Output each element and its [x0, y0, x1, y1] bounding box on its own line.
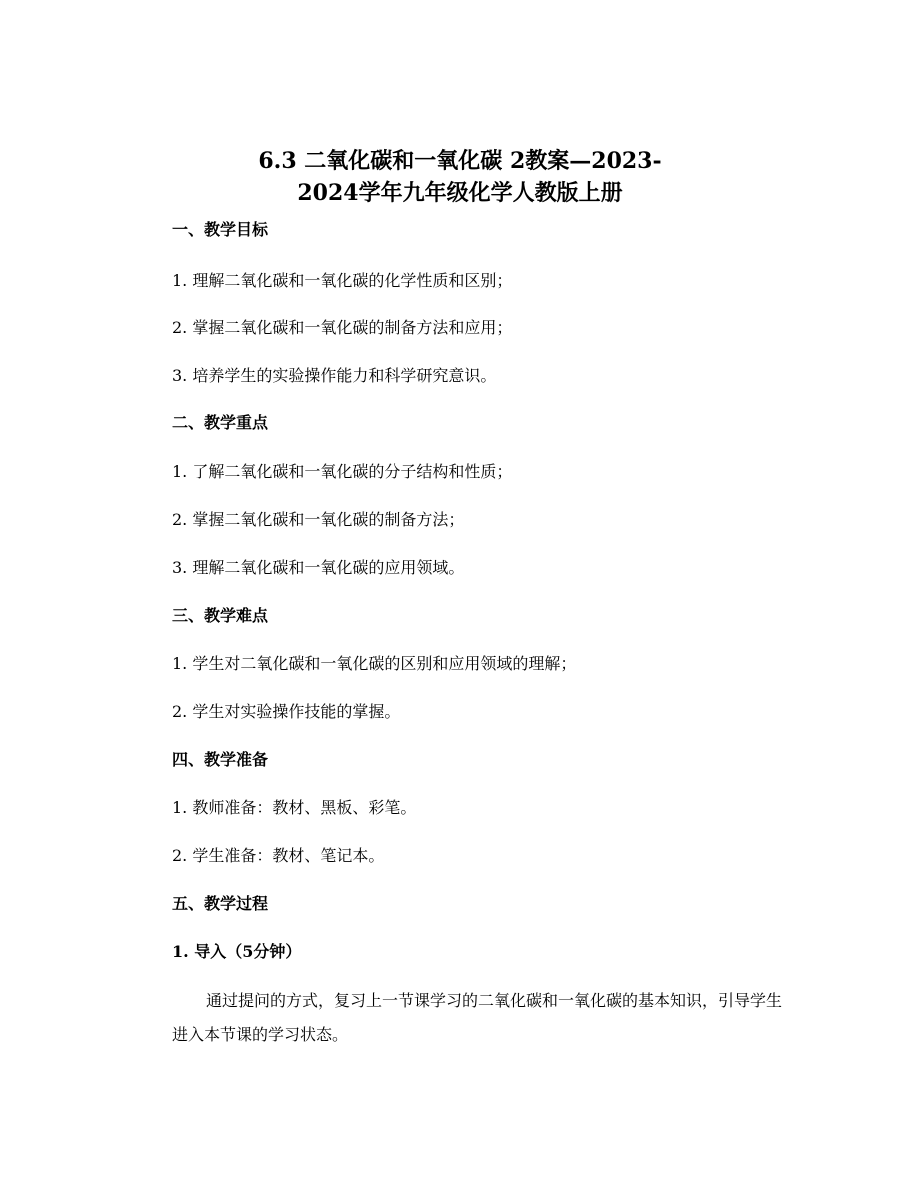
- section-heading: 一、教学目标: [172, 220, 269, 239]
- list-item: 2. 学生准备：教材、笔记本。: [172, 846, 385, 865]
- list-item: 1. 理解二氧化碳和一氧化碳的化学性质和区别；: [172, 271, 513, 290]
- paragraph-text: 通过提问的方式，复习上一节课学习的二氧化碳和一氧化碳的基本知识，引导学生进入本节课的学习状态。: [172, 991, 783, 1044]
- list-item: 1. 学生对二氧化碳和一氧化碳的区别和应用领域的理解；: [172, 654, 577, 673]
- section-heading: 三、教学难点: [172, 606, 269, 625]
- list-item: 2. 学生对实验操作技能的掌握。: [172, 702, 401, 721]
- list-item: 2. 掌握二氧化碳和一氧化碳的制备方法和应用；: [172, 318, 513, 337]
- list-item: 1. 了解二氧化碳和一氧化碳的分子结构和性质；: [172, 462, 513, 481]
- section-heading: 二、教学重点: [172, 413, 269, 432]
- list-item: 3. 培养学生的实验操作能力和科学研究意识。: [172, 366, 497, 385]
- title-line-2: 2024学年九年级化学人教版上册: [297, 180, 623, 206]
- subsection-heading: 1. 导入（5分钟）: [172, 942, 302, 961]
- list-item: 3. 理解二氧化碳和一氧化碳的应用领域。: [172, 558, 465, 577]
- list-item: 2. 掌握二氧化碳和一氧化碳的制备方法；: [172, 510, 465, 529]
- body-paragraph: [172, 984, 792, 1052]
- section-heading: 四、教学准备: [172, 750, 269, 769]
- title-line-1: 6.3 二氧化碳和一氧化碳 2教案—2023-: [258, 148, 662, 174]
- document-title: [0, 145, 920, 209]
- list-item: 1. 教师准备：教材、黑板、彩笔。: [172, 798, 417, 817]
- section-heading: 五、教学过程: [172, 894, 269, 913]
